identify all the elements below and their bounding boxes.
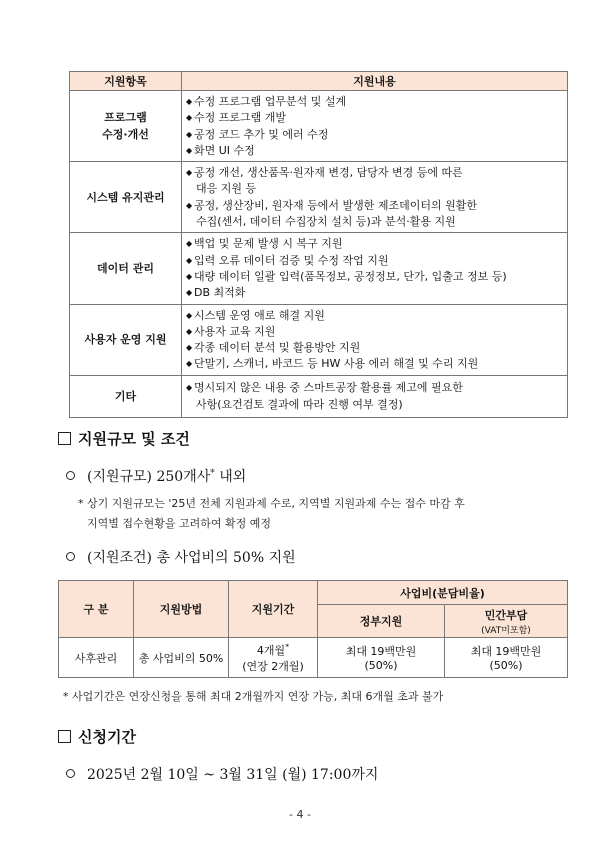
bullet-text: 각종 데이터 분석 및 활용방안 지원 — [194, 341, 361, 355]
bullet-item — [186, 236, 563, 252]
scale-footnote-mark: * — [210, 468, 215, 479]
condition-label: (지원조건) — [87, 550, 153, 566]
gov-amount: 최대 19백만원 — [345, 645, 417, 658]
bullet-text: 대응 지원 등 — [196, 182, 257, 196]
support-item-category — [70, 91, 182, 162]
diamond-bullet-icon: ◆ — [186, 97, 193, 106]
support-item-category — [70, 304, 182, 375]
period-footnote-mark: * — [285, 641, 290, 651]
checkbox-square-icon — [58, 730, 71, 743]
private-amount: 최대 19백만원 — [470, 645, 542, 658]
cell-private-share — [445, 638, 568, 678]
bullet-item — [186, 380, 563, 396]
diamond-bullet-icon: ◆ — [186, 113, 193, 123]
table-row — [70, 304, 568, 375]
table-row — [59, 638, 568, 678]
private-share-sublabel: (VAT미포함) — [481, 625, 531, 636]
support-item-description — [182, 375, 568, 417]
bullet-continuation — [186, 397, 563, 413]
diamond-bullet-icon: ◆ — [186, 383, 193, 393]
bullet-item — [186, 165, 563, 181]
support-conditions-table — [58, 580, 568, 678]
category-text: 데이터 관리 — [97, 261, 154, 275]
category-text: 프로그램 — [104, 111, 147, 125]
bullet-item — [186, 308, 563, 324]
bullet-text: 수집(센서, 데이터 수집장치 설치 등)과 분석·활용 지원 — [196, 215, 456, 229]
diamond-bullet-icon: ◆ — [186, 129, 193, 139]
category-text: 시스템 유지관리 — [86, 190, 165, 204]
gov-ratio: (50%) — [364, 659, 398, 672]
page-number: - 4 - — [289, 808, 311, 821]
bullet-text: 입력 오류 데이터 검증 및 수정 작업 지원 — [194, 253, 389, 267]
diamond-bullet-icon: ◆ — [186, 359, 193, 369]
bullet-item — [186, 285, 563, 301]
bullet-text: 공정, 생산장비, 원자재 등에서 발생한 제조데이터의 원활한 — [194, 198, 477, 212]
table-row — [70, 162, 568, 233]
bullet-text: 단말기, 스캐너, 바코드 등 HW 사용 에러 해결 및 수리 지원 — [194, 357, 479, 371]
bullet-item — [186, 127, 563, 143]
bullet-item — [186, 253, 563, 269]
section-heading-application — [58, 726, 136, 747]
diamond-bullet-icon: ◆ — [186, 288, 193, 298]
support-item-category — [70, 162, 182, 233]
support-item-description — [182, 91, 568, 162]
bullet-continuation — [186, 214, 563, 230]
table-header-row — [59, 581, 568, 605]
support-items-table — [69, 71, 568, 418]
header-support-content: 지원내용 — [182, 72, 568, 91]
diamond-bullet-icon: ◆ — [186, 239, 193, 249]
section-heading-scale — [58, 428, 190, 449]
support-item-category — [70, 375, 182, 417]
support-condition-line — [66, 547, 296, 567]
period-value: 4개월 — [256, 643, 286, 657]
bullet-item — [186, 94, 563, 110]
bullet-item — [186, 110, 563, 126]
category-text: 기타 — [114, 389, 137, 403]
support-item-category — [70, 233, 182, 304]
support-scale-line — [66, 466, 246, 486]
bullet-text: 수정 프로그램 개발 — [194, 111, 287, 125]
table-row — [70, 375, 568, 417]
bullet-text: 화면 UI 수정 — [194, 143, 255, 157]
bullet-text: 수정 프로그램 업무분석 및 설계 — [194, 95, 347, 108]
section-title: 지원규모 및 조건 — [78, 430, 190, 448]
bullet-item — [186, 143, 563, 159]
scale-note-line2: 지역별 접수현황을 고려하여 확정 예정 — [87, 517, 272, 530]
header-period: 지원기간 — [229, 581, 318, 638]
checkbox-square-icon — [58, 432, 71, 445]
header-private-share — [445, 605, 568, 638]
scale-label: (지원규모) — [87, 469, 153, 485]
private-share-label: 민간부담 — [484, 608, 528, 622]
bullet-item — [186, 324, 563, 340]
bullet-item — [186, 198, 563, 214]
scale-value: 250개사 — [156, 469, 211, 485]
period-extension: (연장 2개월) — [242, 659, 304, 673]
diamond-bullet-icon: ◆ — [186, 145, 193, 155]
section-title: 신청기간 — [78, 728, 136, 746]
bullet-continuation — [186, 181, 563, 197]
header-method: 지원방법 — [134, 581, 229, 638]
header-gubun: 구 분 — [59, 581, 134, 638]
diamond-bullet-icon: ◆ — [186, 310, 193, 320]
support-item-description — [182, 162, 568, 233]
cell-method: 총 사업비의 50% — [134, 638, 229, 678]
header-support-item: 지원항목 — [70, 72, 182, 91]
bullet-item — [186, 356, 563, 372]
bullet-text: 사항(요건검토 결과에 따라 진행 여부 결정) — [196, 397, 403, 411]
table-row — [70, 233, 568, 304]
bullet-text: 백업 및 문제 발생 시 복구 지원 — [194, 237, 343, 251]
period-note: * 사업기간은 연장신청을 통해 최대 2개월까지 연장 가능, 최대 6개월 초과 불가 — [63, 690, 444, 703]
bullet-text: 사용자 교육 지원 — [194, 324, 276, 338]
bullet-item — [186, 340, 563, 356]
bullet-text: 공정 개선, 생산품목·원자재 변경, 담당자 변경 등에 따른 — [194, 166, 463, 180]
private-ratio: (50%) — [489, 659, 523, 672]
circle-bullet-icon — [66, 769, 75, 778]
cell-gov-support — [318, 638, 445, 678]
diamond-bullet-icon: ◆ — [186, 255, 193, 265]
category-text: 사용자 운영 지원 — [84, 333, 167, 347]
circle-bullet-icon — [66, 471, 75, 480]
diamond-bullet-icon: ◆ — [186, 271, 193, 281]
header-gov-support: 정부지원 — [318, 605, 445, 638]
table-header-row — [70, 72, 568, 91]
cell-period — [229, 638, 318, 678]
bullet-text: 명시되지 않은 내용 중 스마트공장 활용률 제고에 필요한 — [194, 381, 463, 395]
scale-suffix: 내외 — [219, 469, 247, 485]
bullet-item — [186, 269, 563, 285]
bullet-text: 시스템 운영 애로 해결 지원 — [194, 308, 325, 322]
diamond-bullet-icon: ◆ — [186, 343, 193, 353]
diamond-bullet-icon: ◆ — [186, 326, 193, 336]
header-cost: 사업비(분담비율) — [318, 581, 568, 605]
circle-bullet-icon — [66, 552, 75, 561]
cell-gubun: 사후관리 — [59, 638, 134, 678]
application-period: 2025년 2월 10일 ~ 3월 31일 (월) 17:00까지 — [87, 767, 379, 783]
application-period-line — [66, 764, 378, 784]
category-text: 수정·개선 — [102, 128, 149, 142]
support-item-description — [182, 304, 568, 375]
scale-note-line1: * 상기 지원규모는 '25년 전체 지원과제 수로, 지역별 지원과제 수는 접수 마감 후 — [78, 497, 465, 510]
table-row — [70, 91, 568, 162]
bullet-text: DB 최적화 — [194, 286, 246, 300]
bullet-text: 공정 코드 추가 및 에러 수정 — [194, 127, 329, 141]
bullet-text: 대량 데이터 일괄 입력(품목정보, 공정정보, 단가, 입출고 정보 등) — [194, 269, 507, 283]
diamond-bullet-icon: ◆ — [186, 168, 193, 178]
diamond-bullet-icon: ◆ — [186, 200, 193, 210]
support-item-description — [182, 233, 568, 304]
condition-value: 총 사업비의 50% 지원 — [156, 550, 296, 566]
